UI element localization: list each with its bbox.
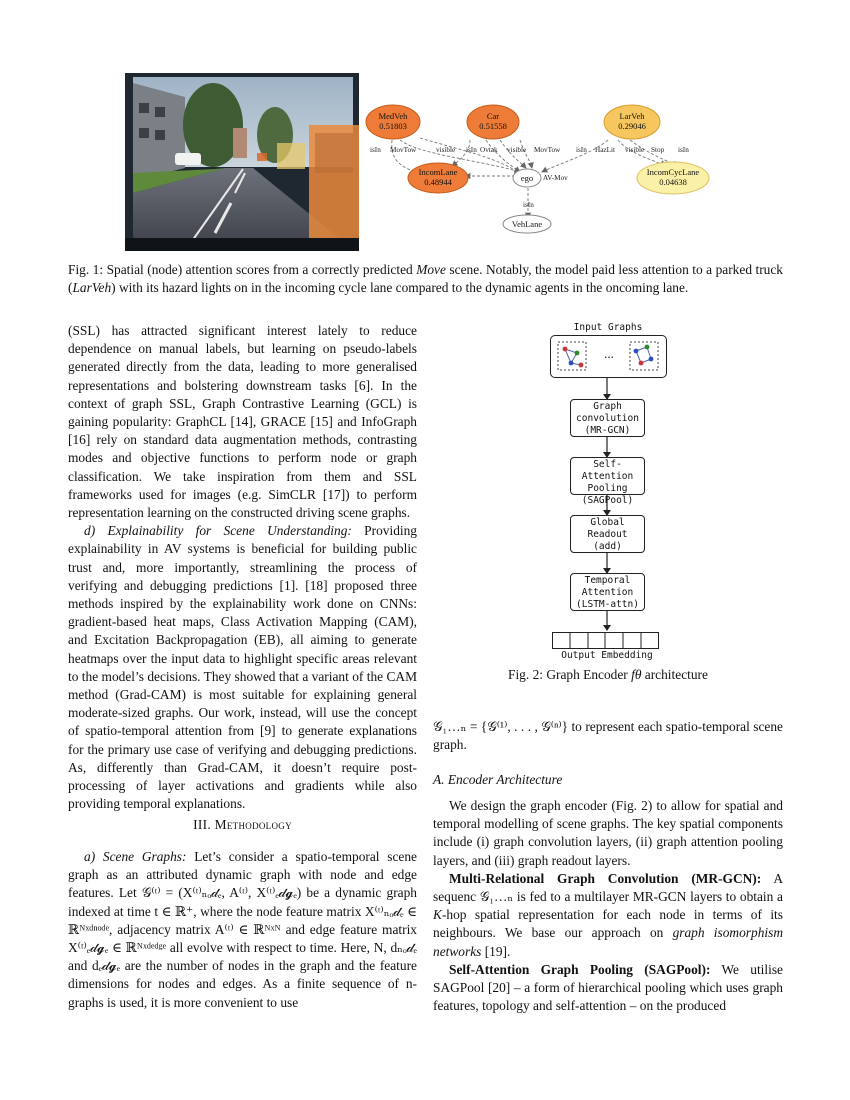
edge-label: isIn bbox=[523, 201, 534, 209]
edge-label: visible bbox=[436, 146, 456, 154]
block-line: (LSTM-attn) bbox=[576, 599, 639, 610]
block-line: (SAGPool) bbox=[581, 495, 634, 506]
block-self-attention-pooling bbox=[570, 457, 645, 506]
edge-label: HazLit bbox=[595, 146, 615, 154]
paragraph-graph-sequence: 𝒢₁…ₙ = {𝒢⁽¹⁾, . . . , 𝒢⁽ⁿ⁾} to represent each spatio-temporal scene graph. bbox=[433, 719, 783, 753]
input-graphs-label: Input Graphs bbox=[573, 322, 643, 333]
node-larveh bbox=[604, 105, 660, 139]
right-column-body bbox=[433, 797, 783, 1015]
block-line: Readout bbox=[587, 529, 628, 540]
node-car-name: Car bbox=[486, 111, 500, 121]
paragraph-sagpool: Self-Attention Graph Pooling (SAGPool): We utilise SAGPool [20] – a form of hierarchical pooling which uses graph features, topology and self-attention – on the produced bbox=[433, 961, 783, 1014]
node-medveh bbox=[366, 105, 420, 139]
block-line: Pooling bbox=[587, 483, 628, 494]
node-incomcyclane-name: IncomCycLane bbox=[646, 167, 700, 177]
graphs-ellipsis: ... bbox=[604, 346, 614, 361]
node-vehlane bbox=[503, 215, 551, 233]
node-car-score: 0.51558 bbox=[479, 121, 507, 131]
block-line: Global bbox=[590, 517, 625, 528]
block-line: convolution bbox=[576, 413, 639, 424]
driving-scene-illustration bbox=[125, 73, 359, 251]
block-line: (add) bbox=[593, 541, 622, 552]
node-ego bbox=[513, 169, 541, 187]
left-column-bottom bbox=[68, 848, 417, 1012]
node-incomlane-score: 0.48944 bbox=[424, 177, 452, 187]
paragraph-encoder-design: We design the graph encoder (Fig. 2) to allow for spatial and temporal modelling of scene graphs. The key spatial components include (i) graph convolution layers, (ii) graph attention pooling layers, and (iii) graph readout layers. bbox=[433, 798, 783, 868]
node-incomlane bbox=[408, 163, 468, 193]
edge-label: isIn bbox=[466, 146, 477, 154]
node-incomlane-name: IncomLane bbox=[418, 167, 458, 177]
left-column-top bbox=[68, 322, 417, 813]
subsection-encoder-architecture: A. Encoder Architecture bbox=[433, 772, 563, 787]
node-medveh-score: 0.51803 bbox=[379, 121, 407, 131]
edge-label: Stop bbox=[651, 146, 665, 154]
node-incomcyclane-score: 0.04638 bbox=[659, 177, 687, 187]
scene-graph bbox=[360, 100, 785, 235]
node-larveh-score: 0.29046 bbox=[618, 121, 646, 131]
node-car bbox=[467, 105, 519, 139]
section-heading-methodology: III. Methodology bbox=[193, 817, 292, 832]
edge-label: isIn bbox=[576, 146, 587, 154]
node-medveh-name: MedVeh bbox=[378, 111, 408, 121]
node-incomcyclane bbox=[637, 162, 709, 194]
graph-thumbnail-icon bbox=[629, 341, 659, 371]
paragraph-mr-gcn: Multi-Relational Graph Convolution (MR-GCN): A sequenc 𝒢₁…ₙ is fed to a multilayer MR-GCN layers to obtain a K-hop spatial representation for each node in terms of its neighbours. We base our approach on graph isomorphism networks [19]. bbox=[433, 870, 783, 959]
block-line: Self-Attention bbox=[581, 459, 634, 482]
paragraph-explainability: d) Explainability for Scene Understanding: Providing explainability in AV systems is beneficial for building public trust and, more importantly, streamlining the process of verifying and debugging predictions [1]. [18] proposed three methods inspired by the explainability work done on CNNs: gradient-based heat maps, Class Activation Mapping (CAM), and Excitation Backpropagation (EB), all aiming to generate heatmaps over the input data to highlight specific areas relevant to the model’s decisions. They showed that a variant of the CAM method (Grad-CAM) is most suitable for explaining general moderate-sized graphs. Our work, instead, will use the concept of spatio-temporal attention from [9] to generate explanations for the primary use case of verifying and debugging predictions. As, differently than Grad-CAM, it doesn’t require post-processing of layer activations and gradients while also providing temporal explanations. bbox=[68, 523, 417, 812]
edge-label: MovTow bbox=[390, 146, 417, 154]
paragraph-ssl: (SSL) has attracted significant interest lately to reduce dependence on manual labels, but learning on pseudo-labels generated directly from the data, leading to more generalised representations and bolstering downstream tasks [6]. In the context of graph SSL, Graph Contrastive Learning (GCL) is gaining popularity: GraphCL [14], GRACE [15] and InfoGraph [16] rely on standard data augmentation methods, contrasting modes and objective functions to perform node or graph classification. We take inspiration from them and SSL frameworks used for images (e.g. SimCLR [17]) to perform representation learning on the constructed driving scene graphs. bbox=[68, 323, 417, 521]
driving-scene-photo bbox=[125, 73, 359, 251]
figure-2-caption: Fig. 2: Graph Encoder fθ architecture bbox=[508, 667, 708, 682]
graph-thumbnail-icon bbox=[557, 341, 587, 371]
node-larveh-name: LarVeh bbox=[619, 111, 645, 121]
figure-1-caption: Fig. 1: Spatial (node) attention scores from a correctly predicted Move scene. Notably, the model paid less attention to a parked truck (LarVeh) with its hazard lights on in the incoming cycle lane compared to the dynamic agents in the oncoming lane. bbox=[68, 262, 783, 296]
edge-label: AV-Mov bbox=[543, 174, 568, 182]
node-ego-name: ego bbox=[520, 173, 534, 183]
output-embedding-label: Output Embedding bbox=[561, 650, 653, 661]
edge-label: Ovtak bbox=[480, 146, 498, 154]
block-line: Temporal bbox=[584, 575, 631, 586]
right-column-intro bbox=[433, 718, 783, 754]
block-graph-convolution bbox=[570, 399, 645, 437]
input-graphs-box bbox=[550, 335, 667, 378]
block-line: (MR-GCN) bbox=[584, 425, 631, 436]
node-vehlane-name: VehLane bbox=[511, 219, 543, 229]
edge-label: MovTow bbox=[534, 146, 561, 154]
edge-label: isIn bbox=[370, 146, 381, 154]
output-embedding-vector bbox=[552, 632, 660, 650]
paragraph-scene-graphs: a) Scene Graphs: Let’s consider a spatio-temporal scene graph as an attributed dynamic graph with node and edge features. Let 𝒢⁽ᵗ⁾ = (X⁽ᵗ⁾ₙₒ𝒹ₑ, A⁽ᵗ⁾, X⁽ᵗ⁾ₑ𝒹𝓰ₑ) be a dynamic graph indexed at time t ∈ ℝ⁺, where the node feature matrix X⁽ᵗ⁾ₙₒ𝒹ₑ ∈ ℝᴺˣᵈⁿᵒᵈᵉ, adjacency matrix A⁽ᵗ⁾ ∈ ℝᴺˣᴺ and edge feature matrix X⁽ᵗ⁾ₑ𝒹𝓰ₑ ∈ ℝᴺˣᵈᵉᵈᵍᵉ all evolve with respect to time. Here, N, dₙₒ𝒹ₑ and dₑ𝒹𝓰ₑ are the number of nodes in the graph and the feature dimensions for nodes and edges. As a finite sequence of n-graphs is used, it is more convenient to use bbox=[68, 849, 417, 1010]
block-temporal-attention bbox=[570, 573, 645, 611]
edge-label: visible bbox=[625, 146, 645, 154]
block-line: Graph bbox=[593, 401, 622, 412]
edge-label: visible bbox=[507, 146, 527, 154]
block-line: Attention bbox=[581, 587, 634, 598]
block-global-readout bbox=[570, 515, 645, 553]
edge-label: isIn bbox=[678, 146, 689, 154]
